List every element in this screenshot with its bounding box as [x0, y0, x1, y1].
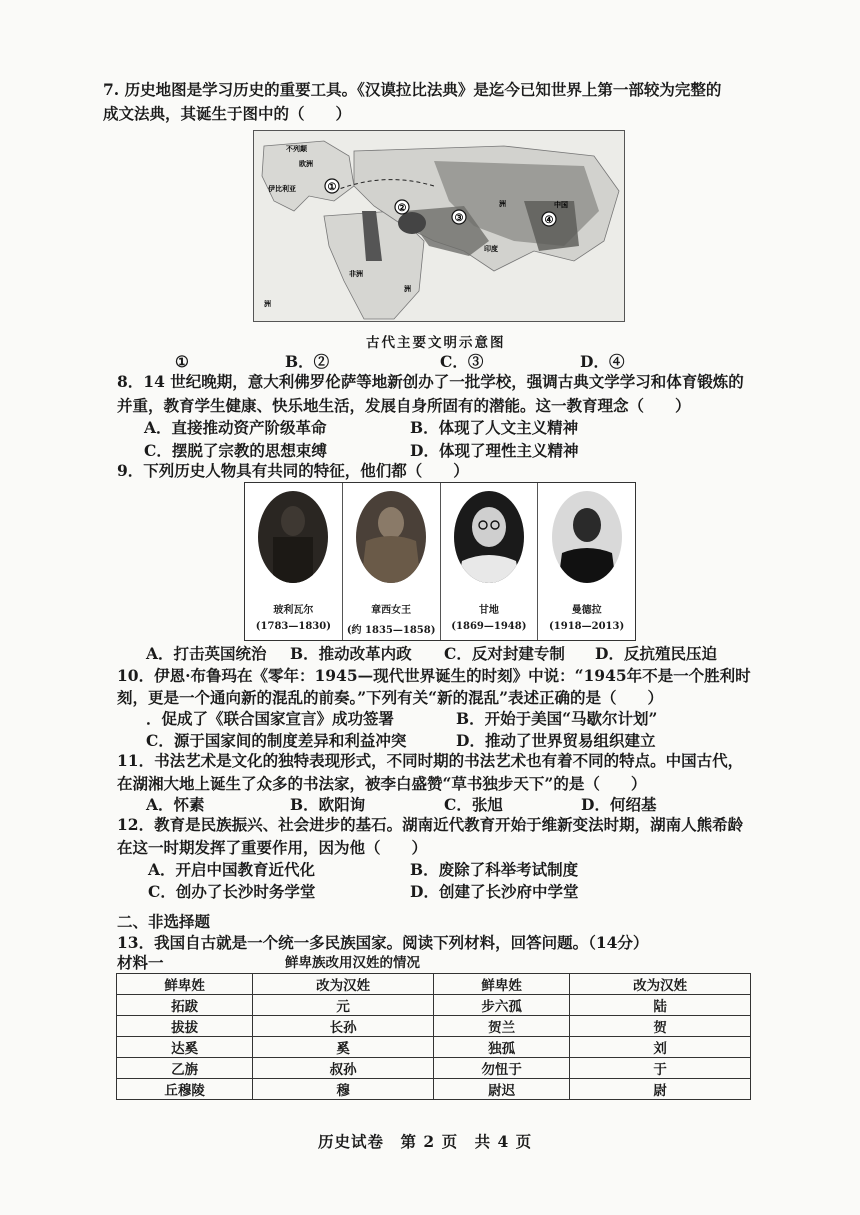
q9-option-b: B．推动改革内政: [290, 644, 412, 663]
table-cell: 贺: [570, 1016, 751, 1037]
map-label-europe: 欧洲: [299, 159, 313, 168]
portrait-image: [258, 491, 328, 583]
table-cell: 贺兰: [433, 1016, 569, 1037]
section-heading: 二、非选择题: [117, 912, 211, 931]
map-label-china: 中国: [554, 200, 568, 209]
header-cell: 改为汉姓: [570, 974, 751, 995]
table-row: [117, 1037, 751, 1058]
q10-option-d: D．推动了世界贸易组织建立: [456, 731, 656, 750]
q11-option-c: C．张旭: [444, 795, 503, 814]
marker-4: [542, 212, 556, 226]
map-label-c: 洲: [264, 299, 271, 308]
marker-2: [395, 200, 409, 214]
q12-option-b: B．废除了科举考试制度: [410, 860, 579, 879]
marker-1: [325, 179, 339, 193]
portrait-image: [454, 491, 524, 583]
marker-4-label: ④: [544, 215, 554, 226]
table-cell: 奚: [253, 1037, 434, 1058]
table-cell: 达奚: [117, 1037, 253, 1058]
q12-option-d: D．创建了长沙府中学堂: [410, 882, 579, 901]
table-row: [117, 1016, 751, 1037]
table-cell: 拔拔: [117, 1016, 253, 1037]
table-cell: 穆: [253, 1079, 434, 1100]
q12-line2: 在这一时期发挥了重要作用，因为他（ ）: [117, 838, 428, 857]
q8-line1: 8．14 世纪晚期，意大利佛罗伦萨等地新创办了一批学校，强调古典文学学习和体育锻炼的: [117, 372, 744, 391]
q7-line2: 成文法典，其诞生于图中的（ ）: [103, 104, 352, 123]
table-row: [117, 1079, 751, 1100]
portrait-cell: [441, 483, 539, 640]
q11-option-b: B．欧阳询: [290, 795, 366, 814]
marker-2-label: ②: [397, 203, 407, 214]
q13-stem: 13．我国自古就是一个统一多民族国家。阅读下列材料，回答问题。（14分）: [117, 933, 649, 952]
map-label-africa: 非洲: [349, 269, 363, 278]
person-years: (1783—1830): [255, 621, 331, 632]
q8-option-d: D．体现了理性主义精神: [410, 441, 579, 460]
portrait-image: [356, 491, 426, 583]
page-footer: 历史试卷 第 2 页 共 4 页: [318, 1132, 533, 1151]
table-cell: 丘穆陵: [117, 1079, 253, 1100]
portrait-cell: [343, 483, 441, 640]
table-cell: 刘: [570, 1037, 751, 1058]
q9-option-c: C．反对封建专制: [444, 644, 565, 663]
person-years: (1918—2013): [549, 621, 625, 632]
table-cell: 勿忸于: [433, 1058, 569, 1079]
q12-option-c: C．创办了长沙时务学堂: [148, 882, 316, 901]
q11-line2: 在湖湘大地上诞生了众多的书法家，被李白盛赞“草书独步天下”的是（ ）: [117, 774, 647, 793]
table-cell: 于: [570, 1058, 751, 1079]
material-label: 材料一: [117, 953, 164, 972]
map-graphic: [254, 131, 624, 321]
map-caption: 古代主要文明示意图: [366, 335, 506, 351]
q11-option-a: A．怀素: [146, 795, 205, 814]
q10-line2: 刻，更是一个通向新的混乱的前奏。”下列有关“新的混乱”表述正确的是（ ）: [117, 688, 663, 707]
q7-option-b: B．②: [285, 352, 330, 371]
table-cell: 叔孙: [253, 1058, 434, 1079]
table-cell: 尉: [570, 1079, 751, 1100]
q8-option-a: A．直接推动资产阶级革命: [144, 418, 327, 437]
q9-line1: 9．下列历史人物具有共同的特征，他们都（ ）: [117, 461, 469, 480]
q12-option-a: A．开启中国教育近代化: [148, 860, 316, 879]
table-header-row: [117, 974, 751, 995]
q7-option-d: D．④: [580, 352, 625, 371]
table-cell: 拓跋: [117, 995, 253, 1016]
portrait-cell: [245, 483, 343, 640]
person-years: (1869—1948): [451, 621, 527, 632]
table-cell: 陆: [570, 995, 751, 1016]
person-name: 章西女王: [371, 605, 412, 616]
table-cell: 长孙: [253, 1016, 434, 1037]
person-name: 玻利瓦尔: [273, 605, 314, 616]
header-cell: 改为汉姓: [253, 974, 434, 995]
q8-line2: 并重，教育学生健康、快乐地生活，发展自身所固有的潜能。这一教育理念（ ）: [117, 396, 691, 415]
marker-3: [452, 210, 466, 224]
table-row: [117, 995, 751, 1016]
q10-line1: 10．伊恩·布鲁玛在《零年：1945—现代世界诞生的时刻》中说：“1945年不是一个胜利时: [117, 666, 751, 685]
person-name: 曼德拉: [571, 605, 602, 616]
header-cell: 鲜卑姓: [433, 974, 569, 995]
table-cell: 元: [253, 995, 434, 1016]
q8-option-c: C．摆脱了宗教的思想束缚: [144, 441, 327, 460]
q10-option-b: B．开始于美国“马歇尔计划”: [456, 709, 658, 728]
map-label-a: 洲: [404, 284, 411, 293]
portrait-cell: [538, 483, 635, 640]
marker-3-label: ③: [454, 213, 464, 224]
q12-line1: 12．教育是民族振兴、社会进步的基石。湖南近代教育开始于维新变法时期，湖南人熊希龄: [117, 815, 744, 834]
table-row: [117, 1058, 751, 1079]
table-cell: 乙旃: [117, 1058, 253, 1079]
table-cell: 独孤: [433, 1037, 569, 1058]
ancient-civilization-map: [253, 130, 625, 322]
map-label-britain: 不列颠: [286, 144, 307, 153]
person-name: 甘地: [478, 605, 499, 616]
q7-option-c: C．③: [440, 352, 484, 371]
surname-table: [116, 973, 751, 1100]
q11-option-d: D．何绍基: [581, 795, 657, 814]
portrait-image: [552, 491, 622, 583]
marker-1-label: ①: [327, 182, 337, 193]
q7-line1: 7. 历史地图是学习历史的重要工具。《汉谟拉比法典》是迄今已知世界上第一部较为完整的: [103, 80, 722, 99]
q11-line1: 11．书法艺术是文化的独特表现形式，不同时期的书法艺术也有着不同的特点。中国古代，: [117, 751, 744, 770]
table-title: 鲜卑族改用汉姓的情况: [285, 955, 420, 971]
q9-option-d: D．反抗殖民压迫: [595, 644, 717, 663]
q9-option-a: A．打击英国统治: [146, 644, 267, 663]
q10-option-a: ．促成了《联合国家宣言》成功签署: [146, 709, 395, 728]
map-label-b: 洲: [499, 199, 506, 208]
table-cell: 尉迟: [433, 1079, 569, 1100]
map-label-india: 印度: [484, 244, 498, 253]
map-label-iberia: 伊比利亚: [268, 184, 296, 193]
portraits-panel: [244, 482, 636, 641]
q7-option-a: ①: [175, 352, 189, 371]
table-cell: 步六孤: [433, 995, 569, 1016]
person-years: (约 1835—1858): [346, 625, 436, 636]
q10-option-c: C．源于国家间的制度差异和利益冲突: [146, 731, 407, 750]
header-cell: 鲜卑姓: [117, 974, 253, 995]
q8-option-b: B．体现了人文主义精神: [410, 418, 579, 437]
